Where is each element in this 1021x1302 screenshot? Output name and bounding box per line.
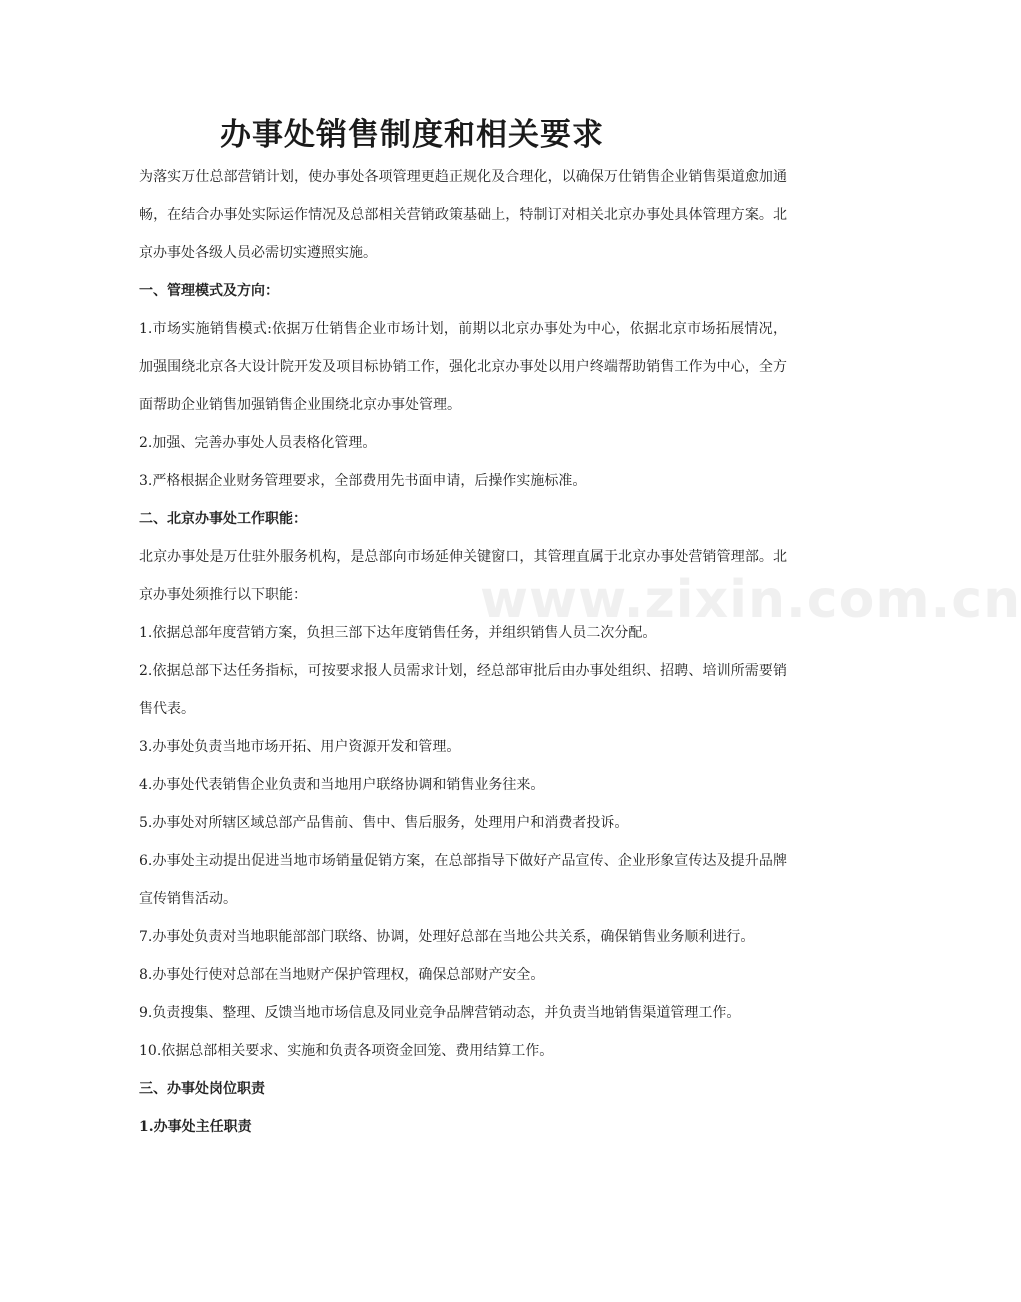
paragraph: 1.市场实施销售模式:依据万仕销售企业市场计划，前期以北京办事处为中心，依据北京市场拓展情况，加强围绕北京各大设计院开发及项目标协销工作，强化北京办事处以用户终端帮助销售工作为中心，全方面帮助企业销售加强销售企业围绕北京办事处管理。: [139, 321, 787, 413]
paragraph: 3.严格根据企业财务管理要求，全部费用先书面申请，后操作实施标准。: [139, 473, 587, 489]
document-body: [139, 158, 787, 1146]
paragraph: 7.办事处负责对当地职能部部门联络、协调，处理好总部在当地公共关系，确保销售业务顺利进行。: [139, 929, 755, 945]
paragraph: 5.办事处对所辖区域总部产品售前、售中、售后服务，处理用户和消费者投诉。: [139, 815, 629, 831]
paragraph: 为落实万仕总部营销计划，使办事处各项管理更趋正规化及合理化，以确保万仕销售企业销售渠道愈加通畅，在结合办事处实际运作情况及总部相关营销政策基础上，特制订对相关北京办事处具体管理方案。北京办事处各级人员必需切实遵照实施。: [139, 169, 787, 261]
paragraph: 10.依据总部相关要求、实施和负责各项资金回笼、费用结算工作。: [139, 1043, 554, 1059]
paragraph: 2.依据总部下达任务指标，可按要求报人员需求计划，经总部审批后由办事处组织、招聘、培训所需要销售代表。: [139, 663, 787, 717]
paragraph: 北京办事处是万仕驻外服务机构，是总部向市场延伸关键窗口，其管理直属于北京办事处营销管理部。北京办事处须推行以下职能：: [139, 549, 787, 603]
section-heading: 三、办事处岗位职责: [139, 1081, 265, 1097]
section-heading: 一、管理模式及方向：: [139, 283, 279, 299]
paragraph: 1.依据总部年度营销方案，负担三部下达年度销售任务，并组织销售人员二次分配。: [139, 625, 657, 641]
paragraph: 4.办事处代表销售企业负责和当地用户联络协调和销售业务往来。: [139, 777, 545, 793]
section-heading: 1.办事处主任职责: [139, 1119, 252, 1135]
paragraph: 2.加强、完善办事处人员表格化管理。: [139, 435, 377, 451]
document-title: 办事处销售制度和相关要求: [220, 117, 604, 153]
section-heading: 二、北京办事处工作职能：: [139, 511, 307, 527]
watermark: www.zixin.com.cn: [480, 570, 1021, 630]
paragraph: 3.办事处负责当地市场开拓、用户资源开发和管理。: [139, 739, 461, 755]
paragraph: 9.负责搜集、整理、反馈当地市场信息及同业竞争品牌营销动态，并负责当地销售渠道管理工作。: [139, 1005, 741, 1021]
paragraph: 8.办事处行使对总部在当地财产保护管理权，确保总部财产安全。: [139, 967, 545, 983]
paragraph: 6.办事处主动提出促进当地市场销量促销方案，在总部指导下做好产品宣传、企业形象宣传达及提升品牌宣传销售活动。: [139, 853, 787, 907]
